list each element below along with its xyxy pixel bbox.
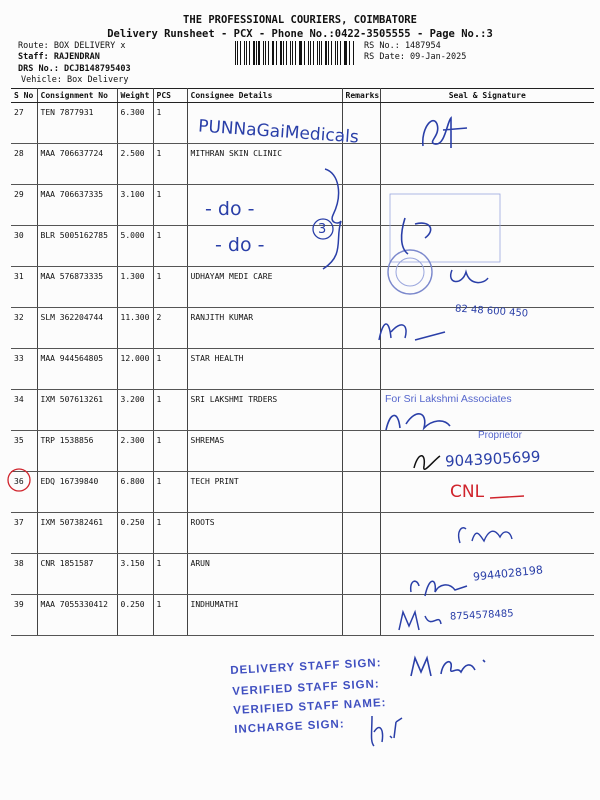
serial-number-cell: 33 bbox=[11, 349, 37, 390]
signature-row35 bbox=[410, 446, 450, 476]
weight-cell: 0.250 bbox=[117, 513, 153, 554]
consignment-number-cell: MAA 944564805 bbox=[37, 349, 117, 390]
weight-cell: 1.300 bbox=[117, 267, 153, 308]
rs-date: RS Date: 09-Jan-2025 bbox=[364, 52, 467, 62]
serial-number-cell: 36 bbox=[11, 472, 37, 513]
remarks-cell bbox=[342, 472, 380, 513]
barcode-bar bbox=[313, 41, 314, 65]
barcode-bar bbox=[353, 41, 354, 65]
pieces-cell: 1 bbox=[153, 431, 187, 472]
remarks-cell bbox=[342, 595, 380, 636]
column-header: PCS bbox=[153, 89, 187, 103]
column-header: Weight bbox=[117, 89, 153, 103]
brace-mark bbox=[305, 165, 355, 275]
consignee-cell: MITHRAN SKIN CLINIC bbox=[187, 144, 342, 185]
barcode-bar bbox=[292, 41, 293, 65]
barcode-bar bbox=[308, 41, 309, 65]
rs-number: RS No.: 1487954 bbox=[364, 41, 441, 51]
verified-staff-sign-label: VERIFIED STAFF SIGN: bbox=[232, 678, 381, 698]
serial-number-cell: 37 bbox=[11, 513, 37, 554]
handwritten-phone: 9944028198 bbox=[472, 563, 544, 584]
barcode-bar bbox=[265, 41, 266, 65]
delivery-staff-signature bbox=[405, 652, 505, 682]
serial-number-cell: 31 bbox=[11, 267, 37, 308]
pieces-cell: 1 bbox=[153, 513, 187, 554]
pieces-cell: 2 bbox=[153, 308, 187, 349]
barcode-bar bbox=[299, 41, 300, 65]
consignment-number-cell: IXM 507613261 bbox=[37, 390, 117, 431]
pieces-cell: 1 bbox=[153, 226, 187, 267]
pieces-cell: 1 bbox=[153, 472, 187, 513]
barcode-bar bbox=[345, 41, 347, 65]
serial-number-cell: 28 bbox=[11, 144, 37, 185]
seal-signature-cell bbox=[380, 472, 594, 513]
barcode-bar bbox=[276, 41, 277, 65]
seal-signature-cell bbox=[380, 144, 594, 185]
barcode-bar bbox=[295, 41, 296, 65]
pieces-cell: 1 bbox=[153, 554, 187, 595]
barcode-bar bbox=[304, 41, 305, 65]
weight-cell: 3.150 bbox=[117, 554, 153, 595]
serial-number-cell: 39 bbox=[11, 595, 37, 636]
weight-cell: 12.000 bbox=[117, 349, 153, 390]
serial-number-cell: 30 bbox=[11, 226, 37, 267]
barcode-bar bbox=[283, 41, 284, 65]
vehicle-label: Vehicle: Box Delivery bbox=[21, 75, 129, 85]
pieces-cell: 1 bbox=[153, 185, 187, 226]
pieces-cell: 1 bbox=[153, 103, 187, 144]
barcode-bar bbox=[286, 41, 287, 65]
consignee-cell: SRI LAKSHMI TRDERS bbox=[187, 390, 342, 431]
consignment-number-cell: MAA 576873335 bbox=[37, 267, 117, 308]
consignee-cell: INDHUMATHI bbox=[187, 595, 342, 636]
barcode-bar bbox=[319, 41, 320, 65]
barcode-bar bbox=[244, 41, 246, 65]
verified-staff-name-label: VERIFIED STAFF NAME: bbox=[233, 696, 387, 717]
proprietor-stamp: Proprietor bbox=[478, 430, 522, 441]
consignment-number-cell: MAA 706637724 bbox=[37, 144, 117, 185]
route-label: Route: BOX DELIVERY x bbox=[18, 41, 126, 51]
consignment-number-cell: BLR 5005162785 bbox=[37, 226, 117, 267]
table-row bbox=[11, 144, 594, 185]
remarks-cell bbox=[342, 513, 380, 554]
signature-row38 bbox=[405, 572, 475, 602]
consignment-number-cell: EDQ 16739840 bbox=[37, 472, 117, 513]
remarks-cell bbox=[342, 431, 380, 472]
barcode-bar bbox=[272, 41, 273, 65]
consignment-number-cell: IXM 507382461 bbox=[37, 513, 117, 554]
barcode-bar bbox=[300, 41, 302, 65]
barcode-bar bbox=[335, 41, 336, 65]
pieces-cell: 1 bbox=[153, 349, 187, 390]
handwritten-phone: 9043905699 bbox=[444, 447, 541, 471]
consignee-cell: TECH PRINT bbox=[187, 472, 342, 513]
weight-cell: 0.250 bbox=[117, 595, 153, 636]
barcode bbox=[235, 41, 355, 65]
handwritten-phone: 8754578485 bbox=[449, 608, 514, 623]
associates-stamp: For Sri Lakshmi Associates bbox=[385, 393, 512, 405]
seal-signature-cell bbox=[380, 349, 594, 390]
ditto-mark: - do - bbox=[205, 198, 255, 220]
serial-number-cell: 32 bbox=[11, 308, 37, 349]
delivery-staff-sign-label: DELIVERY STAFF SIGN: bbox=[230, 657, 382, 677]
column-header: Seal & Signature bbox=[380, 89, 594, 103]
weight-cell: 6.800 bbox=[117, 472, 153, 513]
consignee-cell: SHREMAS bbox=[187, 431, 342, 472]
serial-number-cell: 35 bbox=[11, 431, 37, 472]
column-header: S No bbox=[11, 89, 37, 103]
consignee-cell: ARUN bbox=[187, 554, 342, 595]
incharge-signature bbox=[366, 712, 406, 748]
table-row bbox=[11, 349, 594, 390]
seal-signature-cell bbox=[380, 103, 594, 144]
drs-label: DRS No.: DCJB148795403 bbox=[18, 64, 131, 74]
consignee-cell: RANJITH KUMAR bbox=[187, 308, 342, 349]
consignment-number-cell: TEN 7877931 bbox=[37, 103, 117, 144]
clinic-seal bbox=[370, 190, 520, 300]
pieces-cell: 1 bbox=[153, 390, 187, 431]
incharge-sign-label: INCHARGE SIGN: bbox=[234, 718, 345, 736]
barcode-bar bbox=[317, 41, 318, 65]
runsheet-subtitle: Delivery Runsheet - PCX - Phone No.:0422-3505555 - Page No.:3 bbox=[107, 28, 493, 40]
barcode-bar bbox=[325, 41, 327, 65]
column-header: Consignment No bbox=[37, 89, 117, 103]
barcode-bar bbox=[328, 41, 329, 65]
barcode-bar bbox=[240, 41, 241, 65]
company-title: THE PROFESSIONAL COURIERS, COIMBATORE bbox=[183, 14, 417, 26]
weight-cell: 3.100 bbox=[117, 185, 153, 226]
remarks-cell bbox=[342, 554, 380, 595]
serial-number-cell: 29 bbox=[11, 185, 37, 226]
barcode-bar bbox=[253, 41, 254, 65]
handwritten-phone: 82 48 600 450 bbox=[454, 303, 529, 320]
cancelled-remark: CNL bbox=[450, 482, 485, 502]
signature-row39 bbox=[395, 606, 445, 634]
barcode-bar bbox=[235, 41, 236, 65]
weight-cell: 3.200 bbox=[117, 390, 153, 431]
consignment-number-cell: MAA 706637335 bbox=[37, 185, 117, 226]
barcode-bar bbox=[237, 41, 238, 65]
weight-cell: 5.000 bbox=[117, 226, 153, 267]
signature-row27 bbox=[415, 108, 475, 152]
barcode-bar bbox=[258, 41, 260, 65]
barcode-bar bbox=[344, 41, 345, 65]
barcode-bar bbox=[340, 41, 341, 65]
runsheet-table bbox=[11, 88, 594, 636]
consignment-number-cell: TRP 1538856 bbox=[37, 431, 117, 472]
barcode-bar bbox=[321, 41, 322, 65]
staff-label: Staff: RAJENDRAN bbox=[18, 52, 100, 62]
barcode-bar bbox=[249, 41, 250, 65]
barcode-bar bbox=[310, 41, 311, 65]
barcode-bar bbox=[290, 41, 291, 65]
signature-row37 bbox=[452, 517, 522, 551]
barcode-bar bbox=[246, 41, 247, 65]
ditto-mark: - do - bbox=[215, 234, 265, 256]
barcode-bar bbox=[263, 41, 264, 65]
barcode-bar bbox=[256, 41, 257, 65]
pieces-cell: 1 bbox=[153, 144, 187, 185]
weight-cell: 2.300 bbox=[117, 431, 153, 472]
barcode-bar bbox=[273, 41, 274, 65]
pieces-cell: 1 bbox=[153, 595, 187, 636]
barcode-bar bbox=[331, 41, 332, 65]
barcode-bar bbox=[280, 41, 282, 65]
consignment-number-cell: SLM 362204744 bbox=[37, 308, 117, 349]
red-underline bbox=[488, 492, 528, 502]
consignment-number-cell: CNR 1851587 bbox=[37, 554, 117, 595]
serial-number-cell: 38 bbox=[11, 554, 37, 595]
handwritten-consignee: PUNNaGaiMedicals bbox=[197, 116, 360, 148]
consignee-cell: UDHAYAM MEDI CARE bbox=[187, 267, 342, 308]
weight-cell: 11.300 bbox=[117, 308, 153, 349]
barcode-bar bbox=[268, 41, 269, 65]
red-circle-mark bbox=[6, 467, 32, 493]
count-circle-label: 3 bbox=[318, 222, 327, 237]
column-header: Remarks bbox=[342, 89, 380, 103]
pieces-cell: 1 bbox=[153, 267, 187, 308]
consignment-number-cell: MAA 7055330412 bbox=[37, 595, 117, 636]
consignee-cell: ROOTS bbox=[187, 513, 342, 554]
remarks-cell bbox=[342, 349, 380, 390]
column-header: Consignee Details bbox=[187, 89, 342, 103]
consignee-cell: STAR HEALTH bbox=[187, 349, 342, 390]
barcode-bar bbox=[337, 41, 338, 65]
weight-cell: 6.300 bbox=[117, 103, 153, 144]
table-header-row bbox=[11, 89, 594, 103]
barcode-bar bbox=[349, 41, 350, 65]
remarks-cell bbox=[342, 390, 380, 431]
serial-number-cell: 34 bbox=[11, 390, 37, 431]
serial-number-cell: 27 bbox=[11, 103, 37, 144]
weight-cell: 2.500 bbox=[117, 144, 153, 185]
